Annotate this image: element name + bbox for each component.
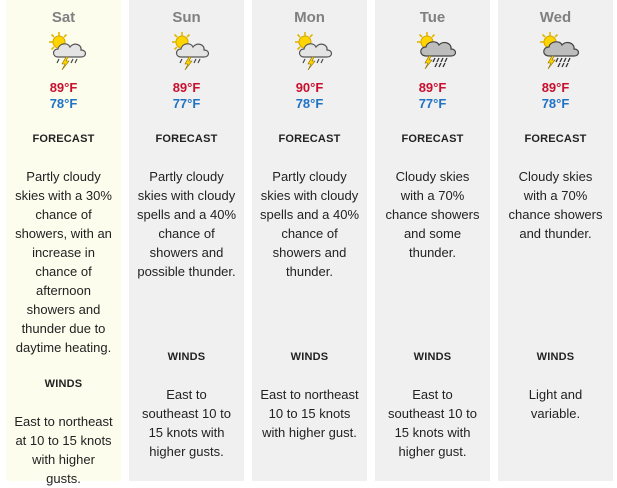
winds-heading: WINDS: [536, 351, 575, 363]
forecast-text: Partly cloudy skies with a 30% chance of showers, with an increase in chance of afternoon showers and thunder due to daytime heating.: [15, 169, 112, 355]
winds-text: East to southeast 10 to 15 knots with higher gusts.: [142, 387, 231, 459]
high-temperature: 89°F: [418, 80, 447, 95]
high-temperature: 89°F: [49, 80, 78, 95]
cloudy-rain-thunder-icon: [538, 30, 582, 70]
forecast-text: Cloudy skies with a 70% chance showers and some thunder.: [385, 169, 480, 260]
low-temperature: 77°F: [172, 96, 201, 111]
cloudy-rain-thunder-icon: [415, 30, 459, 70]
low-temperature: 77°F: [418, 96, 447, 111]
winds-text: East to northeast at 10 to 15 knots with higher gusts.: [14, 414, 113, 486]
day-name: Sun: [172, 9, 201, 26]
partly-cloudy-thunderstorm-icon: [46, 30, 90, 70]
forecast-heading: FORECAST: [155, 133, 218, 145]
day-name: Tue: [419, 9, 446, 26]
winds-heading: WINDS: [290, 351, 329, 363]
day-column-sat: [6, 0, 121, 486]
winds-text: East to northeast 10 to 15 knots with higher gust.: [260, 387, 359, 440]
winds-heading: WINDS: [167, 351, 206, 363]
high-temperature: 89°F: [541, 80, 570, 95]
day-name: Mon: [294, 9, 325, 26]
forecast-heading: FORECAST: [32, 133, 95, 145]
forecast-text: Partly cloudy skies with cloudy spells and a 40% chance of showers and possible thunder.: [137, 169, 237, 279]
partly-cloudy-thunderstorm-icon: [292, 30, 336, 70]
winds-heading: WINDS: [413, 351, 452, 363]
partly-cloudy-thunderstorm-icon: [169, 30, 213, 70]
winds-text: Light and variable.: [528, 387, 583, 421]
low-temperature: 78°F: [49, 96, 78, 111]
high-temperature: 90°F: [295, 80, 324, 95]
day-column-tue: [375, 0, 490, 481]
forecast-heading: FORECAST: [401, 133, 464, 145]
forecast-heading: FORECAST: [524, 133, 587, 145]
low-temperature: 78°F: [295, 96, 324, 111]
day-column-mon: [252, 0, 367, 481]
forecast-text: Partly cloudy skies with cloudy spells and a 40% chance of showers and thunder.: [260, 169, 360, 279]
day-name: Sat: [51, 9, 76, 26]
winds-heading: WINDS: [44, 378, 83, 390]
day-column-sun: [129, 0, 244, 481]
forecast-text: Cloudy skies with a 70% chance showers and thunder.: [508, 169, 603, 241]
low-temperature: 78°F: [541, 96, 570, 111]
winds-text: East to southeast 10 to 15 knots with higher gust.: [388, 387, 477, 459]
day-name: Wed: [539, 9, 572, 26]
forecast-heading: FORECAST: [278, 133, 341, 145]
high-temperature: 89°F: [172, 80, 201, 95]
day-column-wed: [498, 0, 613, 481]
